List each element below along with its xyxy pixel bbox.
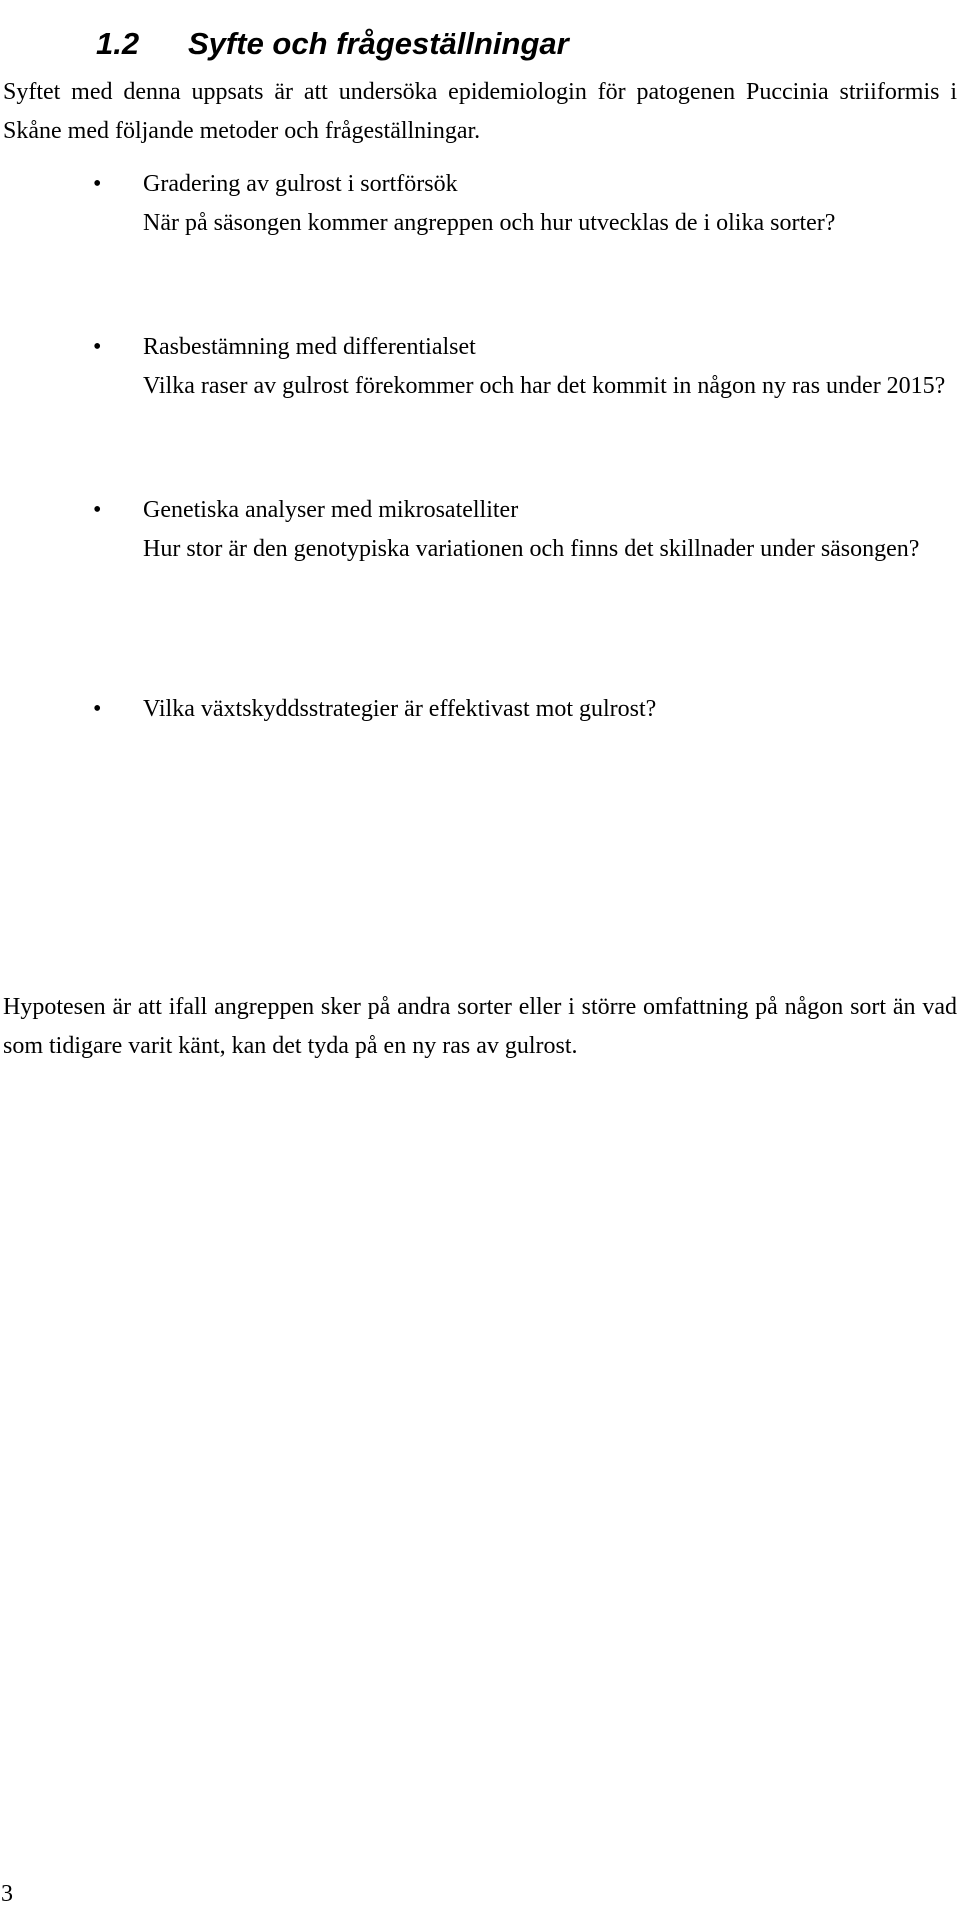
bullet-body: Hur stor är den genotypiska variationen och finns det skillnader under säsongen? [143, 536, 920, 562]
bullet-title: Genetiska analyser med mikrosatelliter [143, 497, 519, 523]
bullet-icon: • [93, 334, 102, 360]
bullet-icon: • [93, 696, 102, 722]
bullet-title: Vilka växtskyddsstrategier är effektivast mot gulrost? [143, 696, 657, 722]
bullet-text [143, 165, 957, 243]
bullet-body: Vilka raser av gulrost förekommer och har det kommit in någon ny ras under 2015? [143, 373, 946, 399]
page-number: 3 [1, 1881, 13, 1907]
bullet-icon: • [93, 497, 102, 523]
intro-paragraph: Syftet med denna uppsats är att undersöka epidemiologin för patogenen Puccinia striiformis i Skåne med följande metoder och frågeställningar. [3, 79, 957, 144]
bullet-title: Rasbestämning med differentialset [143, 334, 476, 360]
bullet-body: När på säsongen kommer angreppen och hur utvecklas de i olika sorter? [143, 210, 836, 236]
bullet-text [143, 690, 957, 729]
section-title: Syfte och frågeställningar [188, 25, 569, 61]
bullet-title: Gradering av gulrost i sortförsök [143, 171, 458, 197]
bullet-text [143, 491, 957, 569]
section-number: 1.2 [96, 25, 140, 61]
bullet-icon: • [93, 171, 102, 197]
bullet-text [143, 328, 957, 406]
section-heading [96, 26, 569, 62]
hypothesis-paragraph: Hypotesen är att ifall angreppen sker på andra sorter eller i större omfattning på någon sort än vad som tidigare varit känt, kan det tyda på en ny ras av gulrost. [3, 994, 957, 1059]
